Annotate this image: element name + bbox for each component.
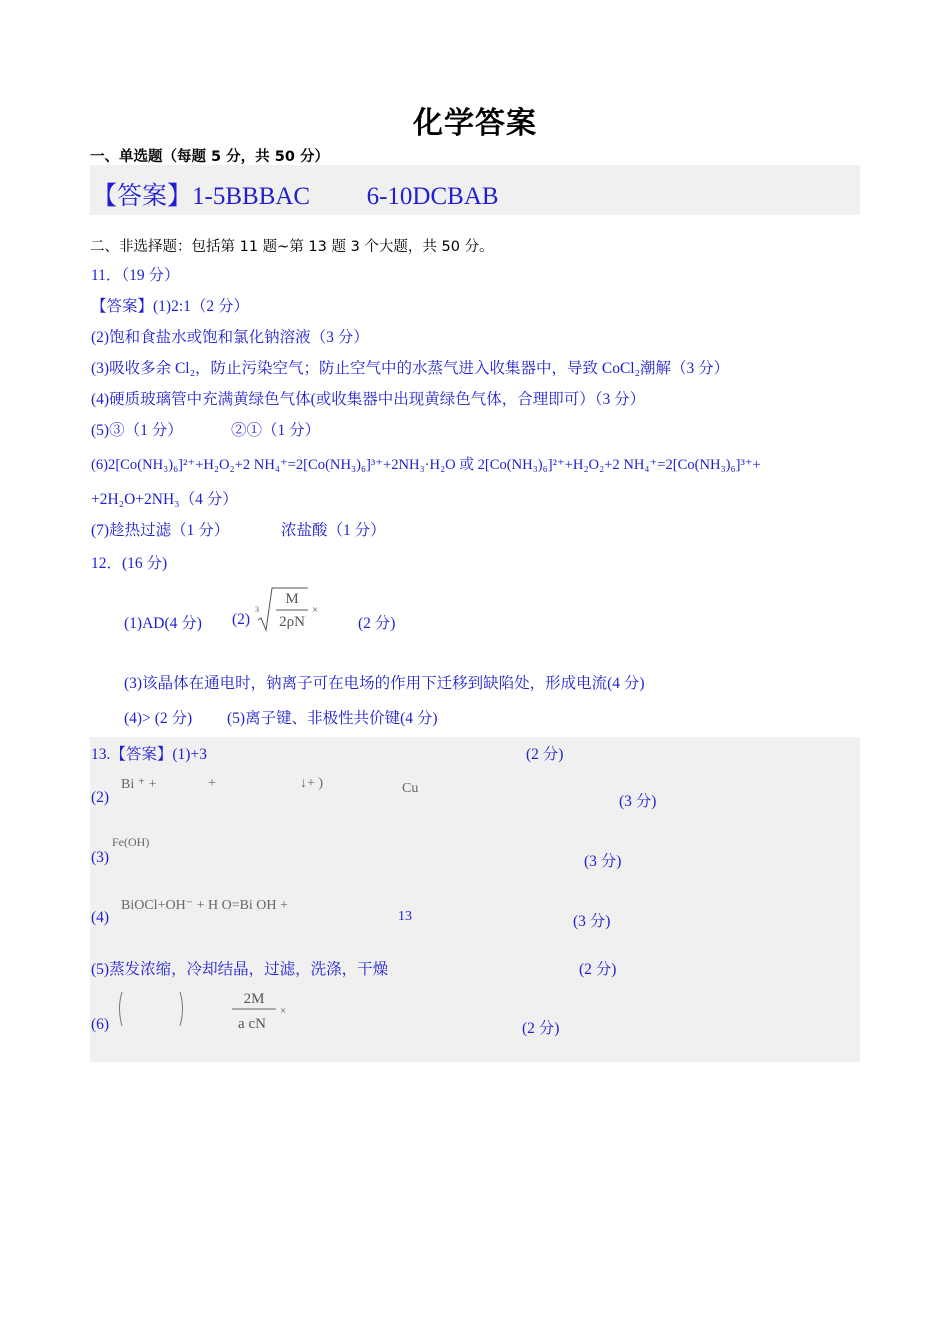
q13-formula-2b: +	[208, 776, 216, 791]
q12-line-4b: (5)离子键、非极性共价键(4 分)	[227, 710, 438, 727]
q11-line-6: (6)2[Co(NH₃)₆]²⁺+H₂O₂+2 NH₄⁺=2[Co(NH₃)₆]³⁺+2NH₃·H₂O 或 2[Co(NH₃)₆]²⁺+H₂O₂+2 NH₄⁺=2[Co(NH₃)₆]³⁺+	[91, 457, 761, 473]
q13-formula-3: Fe(OH)	[112, 835, 150, 849]
q11-line-5b: ②①（1 分）	[231, 422, 321, 439]
q11-line-3: (3)吸收多余 Cl₂，防止污染空气；防止空气中的水蒸气进入收集器中，导致 CoCl₂潮解（3 分）	[91, 360, 730, 377]
q13-line-2: (2)	[91, 789, 110, 806]
page-title: 化学答案	[413, 106, 537, 141]
q13-line-4: (4)	[91, 909, 110, 926]
q11-line-4: (4)硬质玻璃管中充满黄绿色气体(或收集器中出现黄绿色气体，合理即可）（3 分）	[91, 391, 646, 408]
q11-head: 11．（19 分）	[91, 267, 180, 284]
q13-formula-2a: Bi ⁺ +	[121, 777, 157, 792]
q11-line-6b: +2H₂O+2NH₃（4 分）	[91, 491, 238, 508]
root-numerator: M	[285, 591, 299, 607]
q13-line-6-score: (2 分)	[522, 1020, 560, 1037]
q13-line-1-score: (2 分)	[526, 746, 564, 763]
q12-line-3: (3)该晶体在通电时，钠离子可在电场的作用下迁移到缺陷处，形成电流(4 分)	[124, 675, 645, 692]
q13-line-4-score: (3 分)	[573, 913, 611, 930]
answer-label: 【答案】	[92, 183, 193, 210]
fraction-numerator: 2M	[243, 991, 265, 1007]
root-denominator: 2ρN	[279, 614, 305, 630]
q12-line-1b: (2)	[232, 611, 251, 628]
q13-line-3-score: (3 分)	[584, 853, 622, 870]
q13-line-5: (5)蒸发浓缩，冷却结晶，过滤，洗涤，干燥	[91, 961, 389, 978]
q12-line-1a: (1)AD(4 分)	[124, 615, 202, 632]
answer-1-5: 1-5BBBAC	[192, 183, 311, 210]
q13-line-5-score: (2 分)	[579, 961, 617, 978]
cube-root-formula	[252, 582, 324, 634]
q13-line-1: 13.【答案】(1)+3	[91, 746, 207, 763]
times-sign-2: ×	[280, 1005, 287, 1017]
q12-line-1c: (2 分)	[358, 615, 396, 632]
q11-line-7a: (7)趁热过滤（1 分）	[91, 522, 230, 539]
answer-6-10: 6-10DCBAB	[366, 183, 499, 210]
section-1-heading: 一、单选题（每题 5 分，共 50 分）	[90, 149, 329, 165]
q13-line-6: (6)	[91, 1016, 110, 1033]
q13-line-3: (3)	[91, 849, 110, 866]
q13-fraction-formula	[114, 986, 294, 1036]
times-sign: ×	[312, 604, 319, 616]
fraction-denominator: a cN	[238, 1016, 266, 1032]
q13-formula-2c: ↓+ )	[300, 776, 324, 791]
q11-line-2: (2)饱和食盐水或饱和氯化钠溶液（3 分）	[91, 329, 369, 346]
q11-line-5a: (5)③（1 分）	[91, 422, 183, 439]
q11-line-7b: 浓盐酸（1 分）	[281, 522, 386, 539]
q13-line-2-score: (3 分)	[619, 793, 657, 810]
q13-formula-4: BiOCl+OH⁻ + H O=Bi OH +	[121, 898, 288, 913]
root-index: 3	[255, 605, 259, 614]
q12-line-4a: (4)> (2 分)	[124, 710, 193, 727]
q12-head: 12．(16 分)	[91, 555, 168, 572]
answer-line-1	[92, 176, 499, 212]
q13-line-4-number: 13	[398, 909, 412, 924]
q11-line-1: 【答案】(1)2:1（2 分）	[91, 298, 250, 315]
section-2-heading: 二、非选择题：包括第 11 题~第 13 题 3 个大题，共 50 分。	[90, 239, 494, 255]
q13-formula-2d: Cu	[402, 781, 419, 796]
